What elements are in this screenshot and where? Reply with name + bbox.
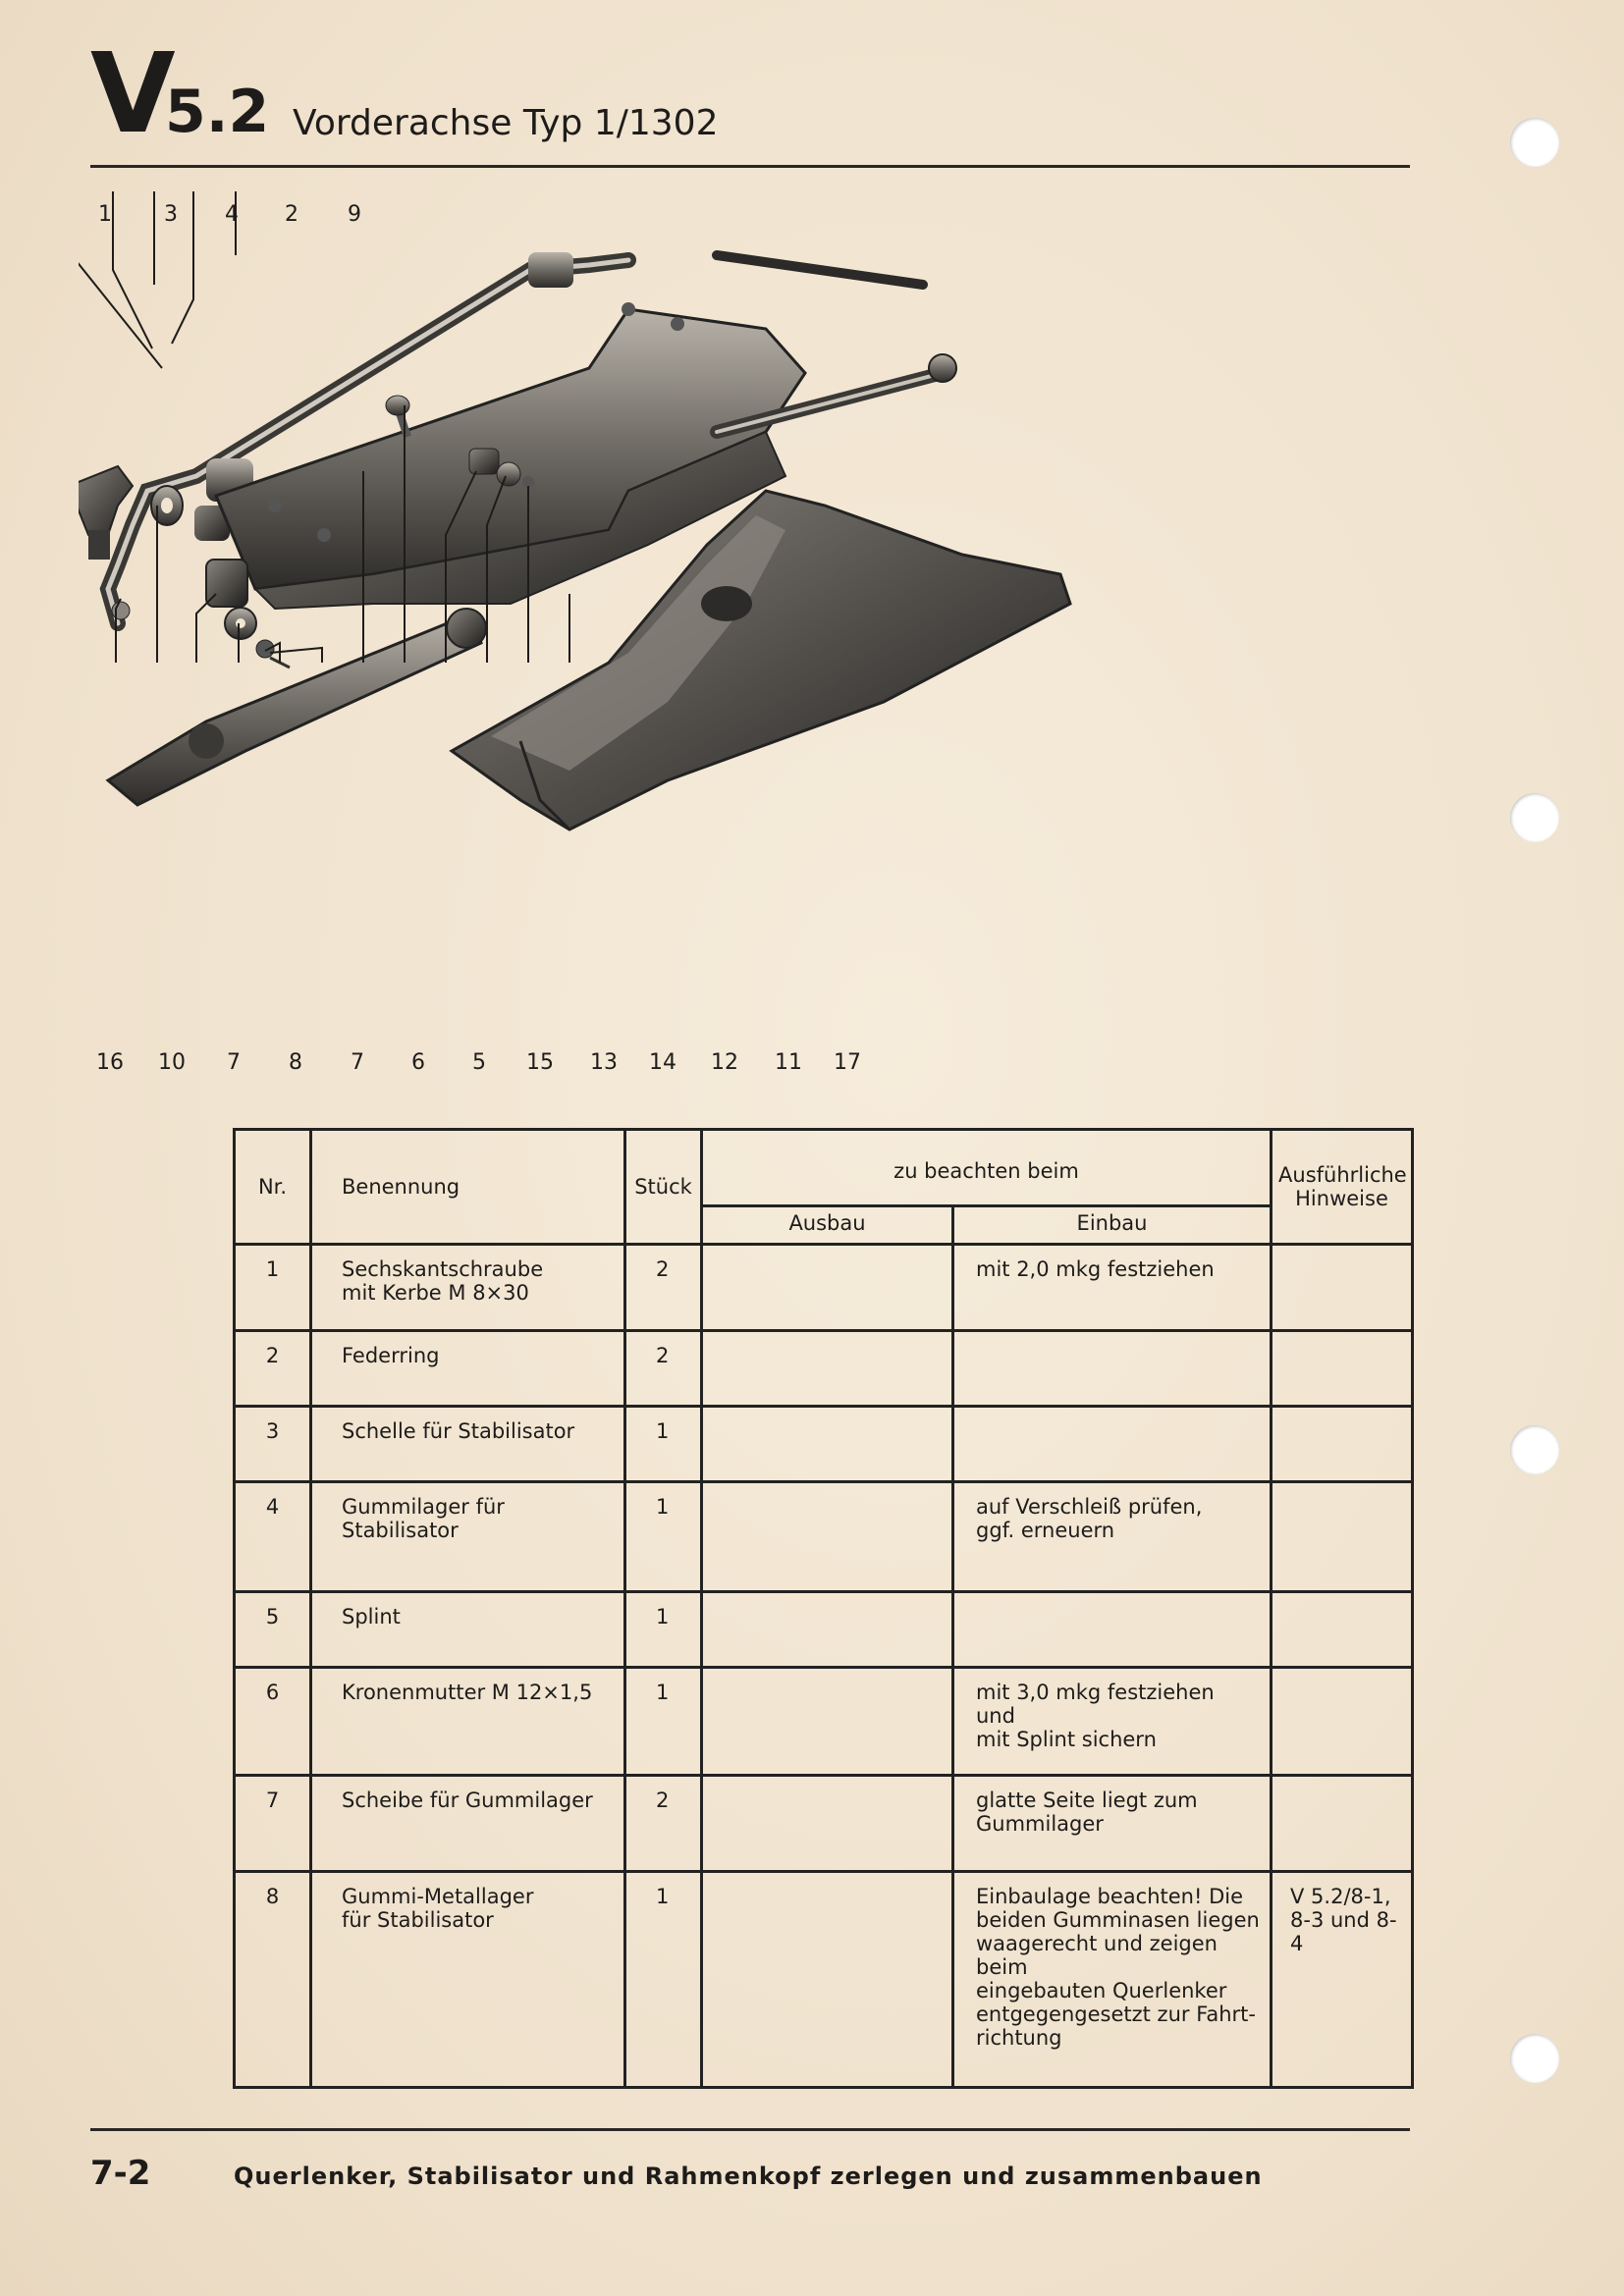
cell-removal [702, 1331, 953, 1407]
cell-installation: glatte Seite liegt zum Gummilager [953, 1776, 1272, 1872]
cell-notes [1272, 1245, 1413, 1331]
cell-qty: 1 [625, 1668, 702, 1776]
header-divider [90, 165, 1410, 168]
callout-label: 12 [711, 1050, 738, 1075]
cell-notes [1272, 1668, 1413, 1776]
footer-divider [90, 2128, 1410, 2131]
cell-notes [1272, 1592, 1413, 1668]
cell-notes [1272, 1776, 1413, 1872]
cell-removal [702, 1407, 953, 1482]
col-header-nr: Nr. [235, 1130, 311, 1245]
table-row [235, 1407, 1413, 1482]
cell-name: Kronenmutter M 12×1,5 [311, 1668, 625, 1776]
cell-installation: Einbaulage beachten! Die beiden Gumminasen liegen waagerecht und zeigen beim eingebauten Querlenker entgegengesetzt zur Fahrt- richtung [953, 1872, 1272, 2088]
cell-nr: 2 [235, 1331, 311, 1407]
cell-removal [702, 1668, 953, 1776]
col-header-removal: Ausbau [702, 1206, 953, 1245]
page-title: Vorderachse Typ 1/1302 [293, 103, 719, 143]
table-row [235, 1331, 1413, 1407]
cell-name: Sechskantschraube mit Kerbe M 8×30 [311, 1245, 625, 1331]
cell-removal [702, 1872, 953, 2088]
exploded-view-diagram [79, 191, 1424, 1095]
footer-caption: Querlenker, Stabilisator und Rahmenkopf zerlegen und zusammenbauen [234, 2163, 1263, 2190]
cell-installation: mit 2,0 mkg festziehen [953, 1245, 1272, 1331]
punch-hole [1510, 793, 1559, 842]
parts-table [233, 1128, 1414, 2089]
callout-label: 1 [98, 202, 112, 227]
col-header-name: Benennung [311, 1130, 625, 1245]
cell-installation: auf Verschleiß prüfen, ggf. erneuern [953, 1482, 1272, 1592]
callout-label: 7 [227, 1050, 241, 1075]
chapter-number: 5.2 [165, 78, 270, 146]
cell-nr: 7 [235, 1776, 311, 1872]
callout-label: 9 [348, 202, 361, 227]
cell-installation [953, 1592, 1272, 1668]
cell-name: Splint [311, 1592, 625, 1668]
cell-nr: 5 [235, 1592, 311, 1668]
punch-hole [1510, 1425, 1559, 1474]
page-number: 7-2 [90, 2154, 151, 2193]
cell-name: Federring [311, 1331, 625, 1407]
cell-qty: 1 [625, 1872, 702, 2088]
cell-removal [702, 1245, 953, 1331]
cell-nr: 8 [235, 1872, 311, 2088]
table-row [235, 1776, 1413, 1872]
table-row [235, 1668, 1413, 1776]
callout-label: 13 [590, 1050, 618, 1075]
cell-nr: 4 [235, 1482, 311, 1592]
callout-label: 4 [225, 202, 239, 227]
callout-label: 2 [285, 202, 298, 227]
cell-notes [1272, 1482, 1413, 1592]
col-header-group: zu beachten beim [702, 1130, 1272, 1206]
cell-qty: 2 [625, 1331, 702, 1407]
callout-label: 3 [164, 202, 178, 227]
callout-label: 7 [351, 1050, 364, 1075]
table-row [235, 1592, 1413, 1668]
col-header-notes: Ausführliche Hinweise [1272, 1130, 1413, 1245]
cell-qty: 2 [625, 1776, 702, 1872]
cell-qty: 1 [625, 1592, 702, 1668]
cell-name: Scheibe für Gummilager [311, 1776, 625, 1872]
col-header-qty: Stück [625, 1130, 702, 1245]
callout-label: 14 [649, 1050, 677, 1075]
callout-label: 17 [834, 1050, 861, 1075]
cell-installation [953, 1407, 1272, 1482]
cell-name: Gummi-Metallager für Stabilisator [311, 1872, 625, 2088]
callout-label: 15 [526, 1050, 554, 1075]
chapter-letter: V [90, 30, 172, 158]
table-row [235, 1482, 1413, 1592]
cell-removal [702, 1592, 953, 1668]
col-header-installation: Einbau [953, 1206, 1272, 1245]
punch-hole [1510, 2034, 1559, 2083]
callout-label: 5 [472, 1050, 486, 1075]
cell-qty: 2 [625, 1245, 702, 1331]
cell-removal [702, 1482, 953, 1592]
cell-removal [702, 1776, 953, 1872]
callout-label: 10 [158, 1050, 186, 1075]
punch-hole [1510, 118, 1559, 167]
callout-label: 16 [96, 1050, 124, 1075]
control-arm [108, 609, 486, 805]
cell-installation: mit 3,0 mkg festziehen und mit Splint sichern [953, 1668, 1272, 1776]
cell-nr: 1 [235, 1245, 311, 1331]
cell-qty: 1 [625, 1407, 702, 1482]
callout-label: 11 [775, 1050, 802, 1075]
table-row [235, 1245, 1413, 1331]
callout-label: 6 [411, 1050, 425, 1075]
callout-label: 8 [289, 1050, 302, 1075]
cell-notes [1272, 1407, 1413, 1482]
parts-table-body [235, 1245, 1413, 2088]
cell-installation [953, 1331, 1272, 1407]
cell-qty: 1 [625, 1482, 702, 1592]
cell-nr: 6 [235, 1668, 311, 1776]
cell-name: Schelle für Stabilisator [311, 1407, 625, 1482]
cell-nr: 3 [235, 1407, 311, 1482]
cell-name: Gummilager für Stabilisator [311, 1482, 625, 1592]
cell-notes [1272, 1331, 1413, 1407]
cell-notes: V 5.2/8-1, 8-3 und 8-4 [1272, 1872, 1413, 2088]
table-row [235, 1872, 1413, 2088]
